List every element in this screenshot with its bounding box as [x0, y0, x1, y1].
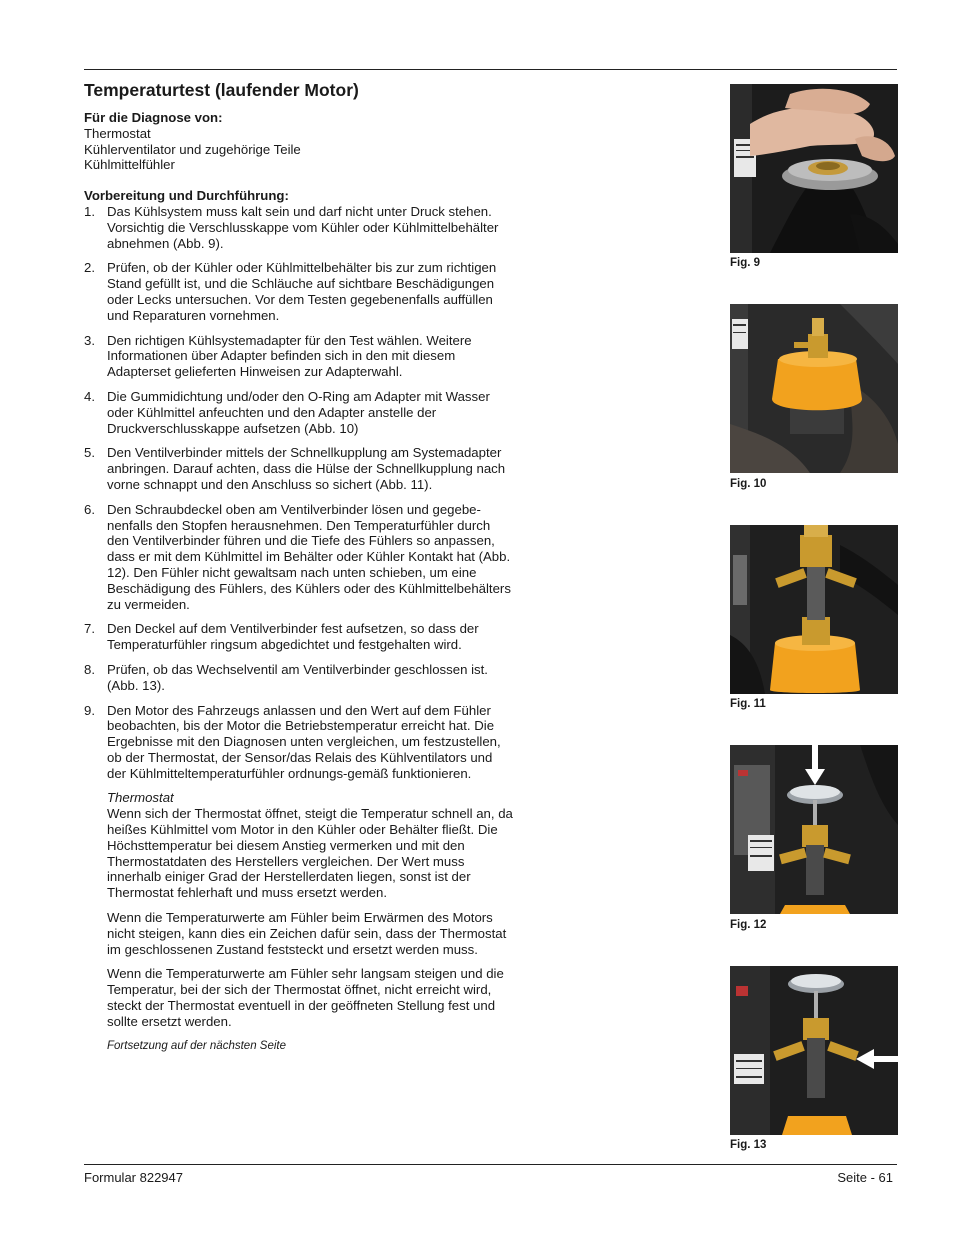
- figure-12-photo: [730, 745, 898, 914]
- step-number: 3.: [84, 332, 95, 348]
- step-text: Den Ventilverbinder mittels der Schnellkupplung am Systemadapter anbringen. Darauf achten, dass die Hülse der Schnellkupplung nach vorne schnappt und den Anschluss so sichert (Abb. 11).: [107, 445, 506, 492]
- figure-9-caption: Fig. 9: [730, 257, 761, 269]
- procedure-heading: Vorbereitung und Durchführung:: [84, 188, 289, 204]
- step-item: [84, 662, 514, 694]
- figure-10-caption: Fig. 10: [730, 478, 767, 490]
- diagnosis-item: Kühlmittelfühler: [84, 157, 175, 173]
- figure-11-caption: Fig. 11: [730, 698, 766, 710]
- thermostat-para-2: Wenn die Temperaturwerte am Fühler beim Erwärmen des Motors nicht steigen, kann dies ein Zeichen dafür sein, dass der Thermostat im geschlossenen Zustand feststeckt und ersetzt werden muss.: [107, 910, 507, 957]
- figure-11-photo: [730, 525, 898, 694]
- step-item: [84, 333, 514, 380]
- step-text: Das Kühlsystem muss kalt sein und darf nicht unter Druck stehen. Vorsichtig die Verschlusskappe vom Kühler oder Kühlmittelbehälter abnehmen (Abb. 9).: [107, 203, 499, 251]
- figure-13-caption: Fig. 13: [730, 1139, 767, 1151]
- step-number: 8.: [84, 661, 95, 677]
- step-item: [84, 389, 514, 436]
- step-text: Die Gummidichtung und/oder den O-Ring am Adapter mit Wasser oder Kühlmittel anfeuchten und den Adapter anstelle der Druckverschlusskappe aufsetzen (Abb. 10): [107, 388, 490, 436]
- thermostat-para-1: [107, 790, 514, 901]
- step-number: 5.: [84, 445, 95, 461]
- thermostat-para-3: Wenn die Temperaturwerte am Fühler sehr langsam steigen und die Temperatur, bei der sich der Thermostat öffnet, nicht erreicht wird, steckt der Thermostat eventuell in der geöffneten Stellung fest und sollte ersetzt werden.: [107, 966, 504, 1029]
- step-text: Prüfen, ob das Wechselventil am Ventilverbinder geschlossen ist. (Abb. 13).: [107, 661, 488, 693]
- main-text-column: [84, 110, 514, 1054]
- step-item: [84, 260, 514, 323]
- thermostat-text: Wenn sich der Thermostat öffnet, steigt die Temperatur schnell an, da heißes Kühlmittel vom Motor in den Kühler oder Behälter fließt. Die Höchsttemperatur bei diesem Anstieg vermerken und mit den Thermostatdaten des Herstellers vergleichen. Der Wert muss innerhalb einiger Grad der Herstellerdaten liegen, sonst ist der Thermostat fehlerhaft und muss ersetzt werden.: [107, 806, 513, 901]
- footer-page-number: Seite - 61: [837, 1170, 893, 1185]
- step-text: Den richtigen Kühlsystemadapter für den Test wählen. Weitere Informationen über Adapter befinden sich in den mit diesem Adapterset gelieferten Hinweisen zur Adapterwahl.: [107, 332, 472, 380]
- figure-9-photo: [730, 84, 898, 253]
- footer-form-number: Formular 822947: [84, 1170, 183, 1185]
- step-number: 7.: [84, 621, 95, 637]
- figure-12-caption: Fig. 12: [730, 919, 767, 931]
- diagnosis-item: Thermostat: [84, 125, 151, 141]
- step-number: 2.: [84, 260, 95, 276]
- step-text: Den Deckel auf dem Ventilverbinder fest aufsetzen, so dass der Temperaturfühler ringsum abgedichtet und festgehalten wird.: [107, 621, 479, 653]
- step-number: 6.: [84, 501, 95, 517]
- step-text: Den Motor des Fahrzeugs anlassen und den Wert auf dem Fühler beobachten, bis der Motor die Betriebstemperatur erreicht hat. Die Ergebnisse mit den Diagnosen unten vergleichen, um festzustellen, ob der Thermostat, der Sensor/das Relais des Kühlventilators und der Kühlmitteltemperaturfühler ordnungs-gemäß funktionieren.: [107, 702, 501, 781]
- step-item: [84, 502, 514, 613]
- thermostat-label: Thermostat: [107, 790, 174, 806]
- page-title: Temperaturtest (laufender Motor): [84, 80, 359, 100]
- continued-note: Fortsetzung auf der nächsten Seite: [107, 1039, 286, 1052]
- step-number: 4.: [84, 388, 95, 404]
- diagnosis-item: Kühlerventilator und zugehörige Teile: [84, 141, 301, 157]
- figure-13-photo: [730, 966, 898, 1135]
- step-text: Prüfen, ob der Kühler oder Kühlmittelbehälter bis zur zum richtigen Stand gefüllt ist, und die Schläuche auf sichtbare Beschädigungen oder Lecks untersuchen. Vor dem Testen gegebenenfalls auffüllen und Reparaturen vornehmen.: [107, 260, 497, 323]
- step-number: 1.: [84, 203, 95, 219]
- step-item: [84, 445, 514, 492]
- step-text: Den Schraubdeckel oben am Ventilverbinder lösen und gegebe-nenfalls den Stopfen herausnehmen. Den Temperaturfühler durch den Ventilverbinder führen und die Tiefe des Fühlers so anpassen, dass er mit dem Kühlmittel im Behälter oder Kühler Kontakt hat (Abb. 12). Den Fühler nicht gewaltsam nach unten schieben, um eine Beschädigung des Fühlers, des Kühlers oder des Kühlmittelbehälters zu vermeiden.: [107, 501, 511, 612]
- step-item: [84, 703, 514, 782]
- bottom-rule: [84, 1164, 897, 1165]
- step-number: 9.: [84, 702, 95, 718]
- figure-10-photo: [730, 304, 898, 473]
- diagnosis-heading: Für die Diagnose von:: [84, 110, 223, 125]
- procedure-steps: [84, 204, 514, 782]
- top-rule: [84, 69, 897, 70]
- step-item: [84, 204, 514, 251]
- step-item: [84, 621, 514, 653]
